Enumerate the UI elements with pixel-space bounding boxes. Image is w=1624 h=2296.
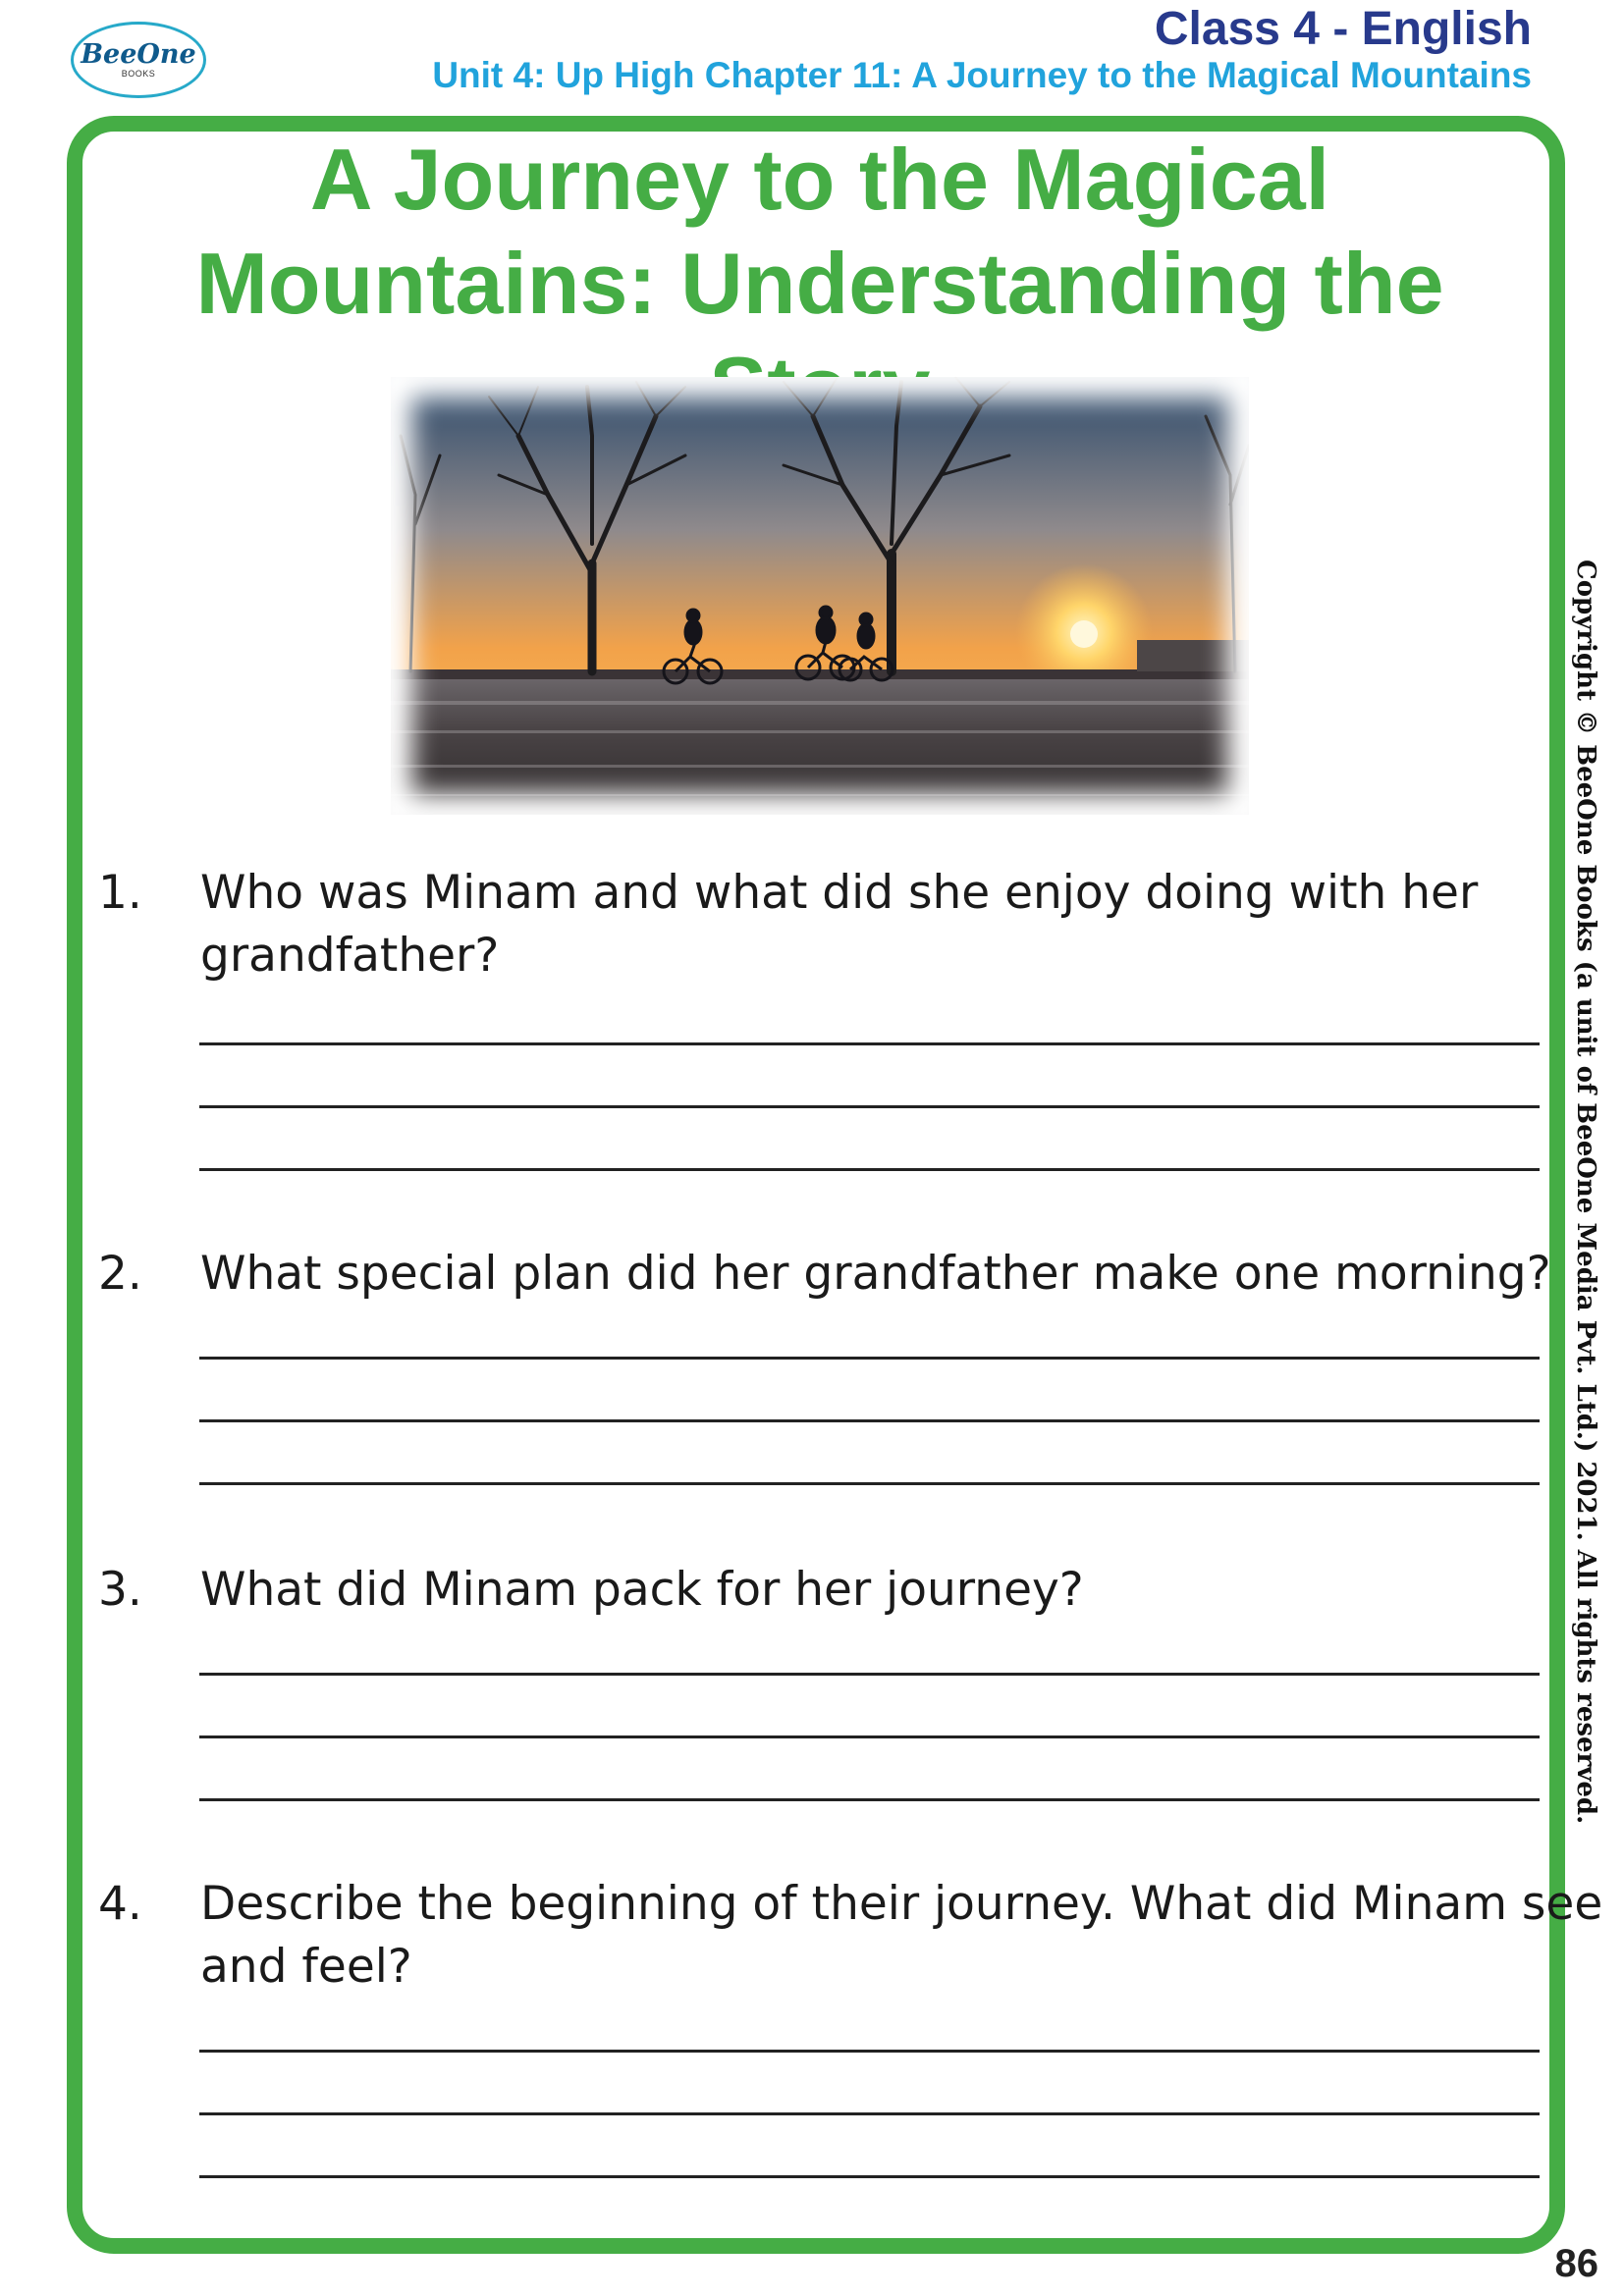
unit-title: Unit 4: Up High Chapter 11: A Journey to the Magical Mountains bbox=[432, 55, 1532, 95]
answer-line[interactable] bbox=[199, 2175, 1540, 2178]
question-text: Who was Minam and what did she enjoy doing with her grandfather? bbox=[200, 866, 1479, 983]
answer-line[interactable] bbox=[199, 1419, 1540, 1422]
sunset-illustration bbox=[391, 377, 1249, 815]
answer-line[interactable] bbox=[199, 1798, 1540, 1801]
question-text: Describe the beginning of their journey. What did Minam see and feel? bbox=[200, 1877, 1603, 1994]
answer-line[interactable] bbox=[199, 2112, 1540, 2115]
question-number: 1. bbox=[98, 866, 142, 920]
answer-line[interactable] bbox=[199, 1357, 1540, 1360]
page-title-line2: Mountains: Understanding the bbox=[195, 235, 1444, 332]
question-text: What special plan did her grandfather make one morning? bbox=[200, 1247, 1551, 1301]
page-title-line1: A Journey to the Magical bbox=[309, 131, 1330, 228]
answer-line[interactable] bbox=[199, 1105, 1540, 1108]
copyright-text: Copyright © BeeOne Books (a unit of BeeOne Media Pvt. Ltd.) 2021. All rights reserved. bbox=[1571, 560, 1600, 1825]
logo-name: BeeOne bbox=[81, 39, 196, 70]
answer-line[interactable] bbox=[199, 1042, 1540, 1045]
answer-line[interactable] bbox=[199, 1735, 1540, 1738]
answer-line[interactable] bbox=[199, 2050, 1540, 2053]
answer-line[interactable] bbox=[199, 1482, 1540, 1485]
question-number: 2. bbox=[98, 1247, 142, 1301]
logo-sub: BOOKS bbox=[121, 69, 156, 79]
page-number: 86 bbox=[1554, 2242, 1598, 2285]
class-title: Class 4 - English bbox=[1154, 3, 1532, 55]
story-photo bbox=[391, 377, 1249, 815]
question-text: What did Minam pack for her journey? bbox=[200, 1563, 1084, 1617]
answer-line[interactable] bbox=[199, 1673, 1540, 1676]
question-number: 3. bbox=[98, 1563, 142, 1617]
question-number: 4. bbox=[98, 1877, 142, 1931]
answer-line[interactable] bbox=[199, 1168, 1540, 1171]
beeone-logo bbox=[71, 22, 206, 98]
